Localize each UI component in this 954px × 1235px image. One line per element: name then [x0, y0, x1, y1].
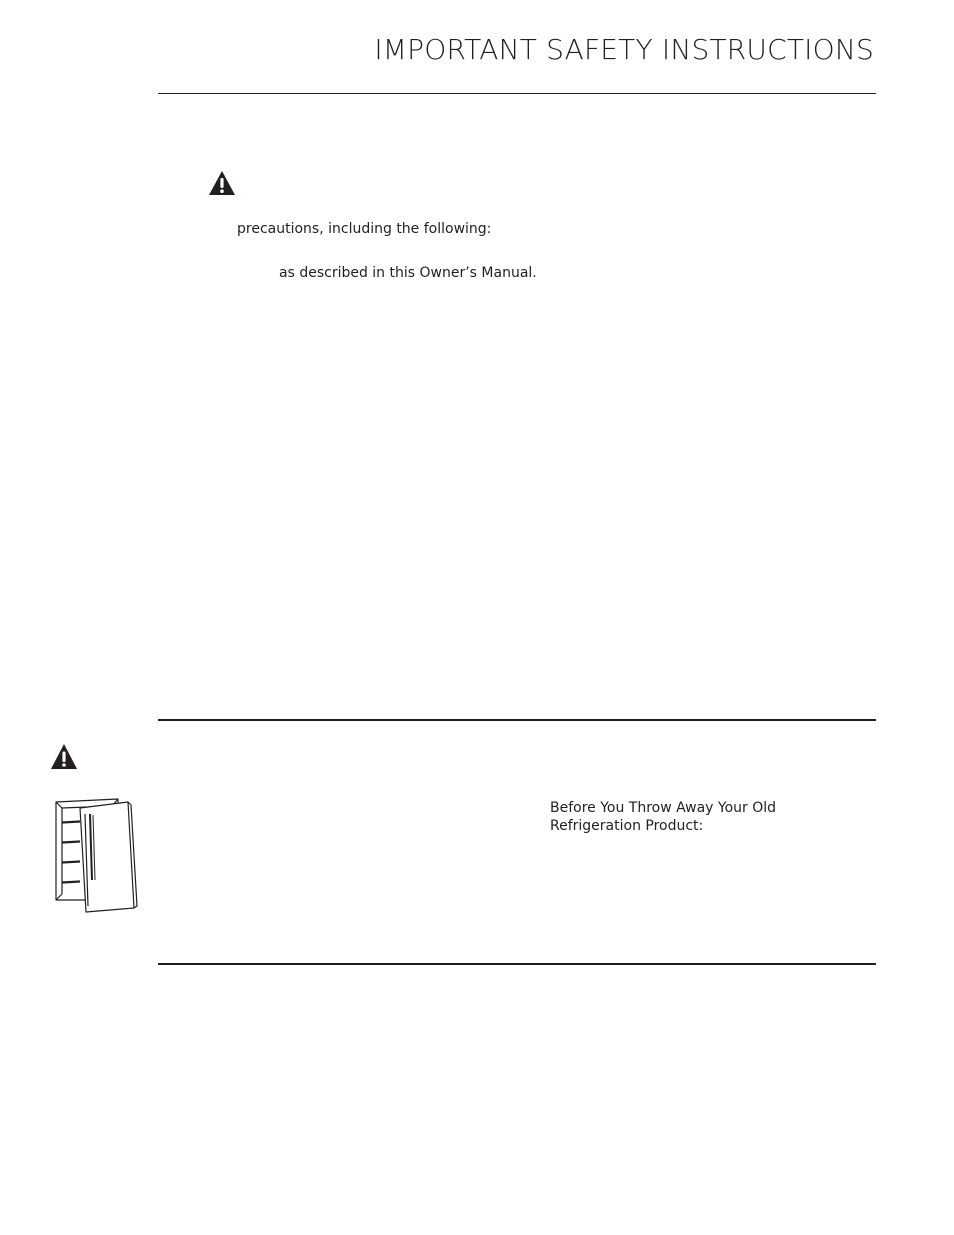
warning-triangle-icon [208, 170, 236, 196]
header-divider [158, 93, 876, 94]
section-divider-bottom [158, 963, 876, 965]
refrigerator-door-open-icon [50, 796, 138, 916]
section-divider-top [158, 719, 876, 721]
warning-triangle-icon [50, 743, 78, 770]
disposal-heading: Before You Throw Away Your Old Refrigeration Product: [550, 800, 777, 834]
precautions-text: precautions, including the following: [237, 221, 492, 237]
page-title: IMPORTANT SAFETY INSTRUCTIONS [374, 33, 874, 66]
owners-manual-text: as described in this Owner’s Manual. [279, 265, 537, 281]
